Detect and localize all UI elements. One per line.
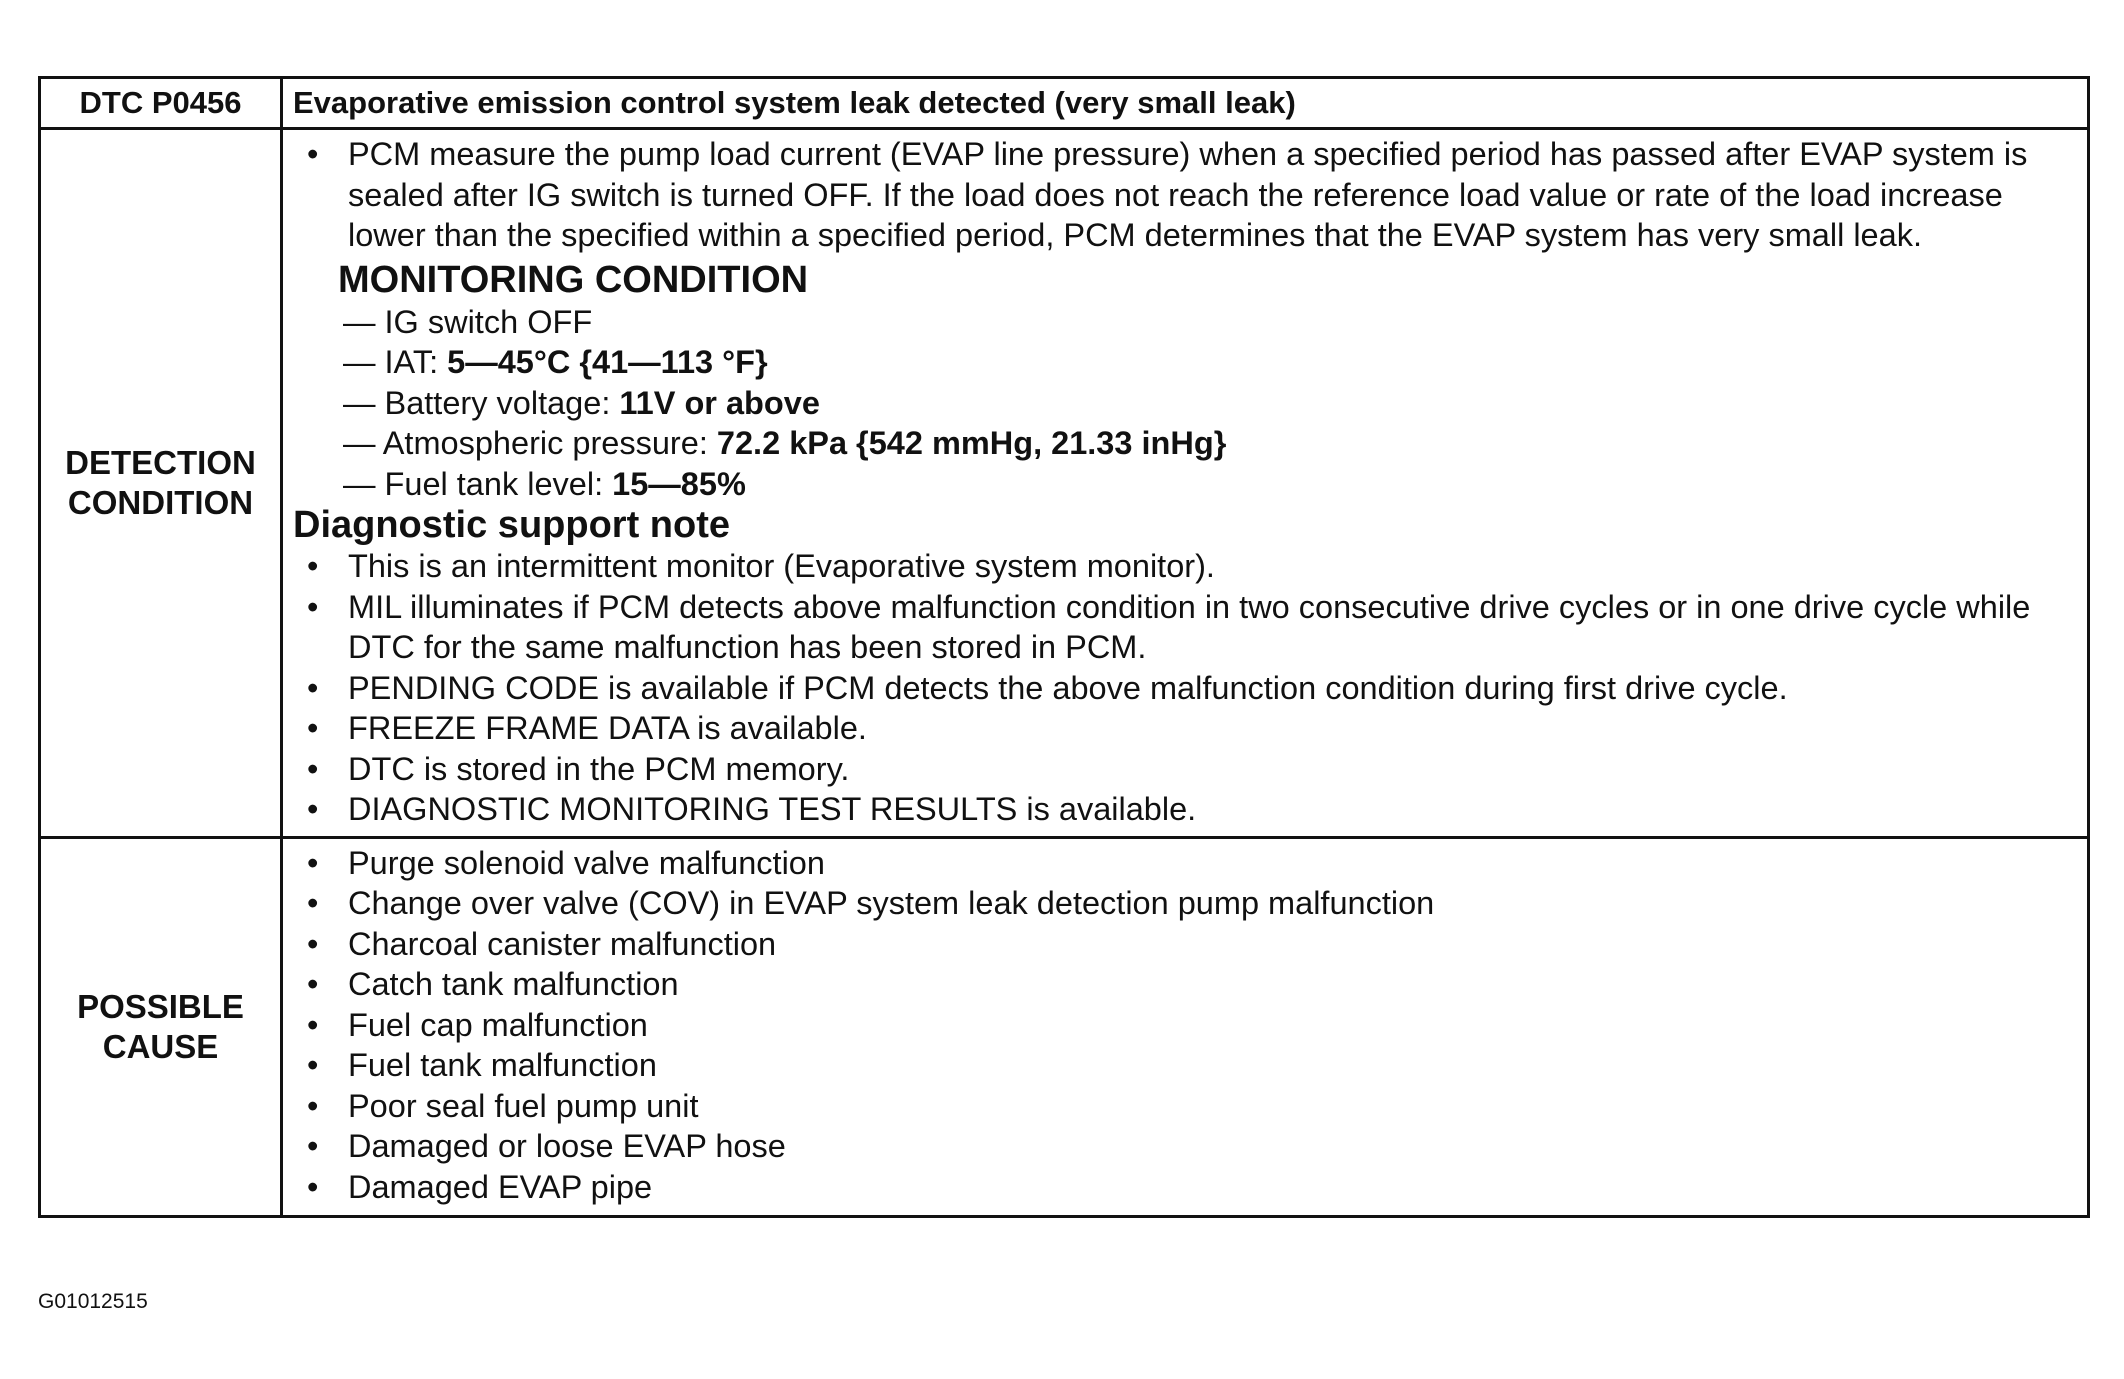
condition-item (343, 342, 2073, 383)
condition-label: — Battery voltage: (343, 384, 620, 421)
cause-item: • Damaged EVAP pipe (293, 1167, 2073, 1208)
condition-value: 15—85% (612, 465, 746, 502)
condition-value: 72.2 kPa {542 mmHg, 21.33 inHg} (716, 425, 1227, 461)
dtc-title: Evaporative emission control system leak detected (very small leak) (282, 78, 2089, 129)
condition-item (343, 464, 2073, 505)
condition-value: 5—45°C {41—113 °F} (447, 344, 768, 380)
diagnostic-note-heading: Diagnostic support note (293, 504, 730, 546)
cause-item: • Change over valve (COV) in EVAP system leak detection pump malfunction (293, 883, 2073, 924)
note-item: • This is an intermittent monitor (Evaporative system monitor). (293, 546, 2073, 587)
condition-item (343, 423, 2073, 464)
cause-item: • Fuel cap malfunction (293, 1005, 2073, 1046)
detection-content (282, 129, 2089, 838)
cause-item: • Charcoal canister malfunction (293, 924, 2073, 965)
detection-row (40, 129, 2089, 838)
note-item: • PENDING CODE is available if PCM detects the above malfunction condition during first drive cycle. (293, 668, 2073, 709)
note-item: • DTC is stored in the PCM memory. (293, 749, 2073, 790)
condition-item (343, 302, 2073, 343)
condition-value: 11V or above (619, 384, 820, 421)
condition-label: — IAT: (343, 344, 448, 380)
cause-item: • Catch tank malfunction (293, 964, 2073, 1005)
monitoring-heading: MONITORING CONDITION (338, 258, 809, 301)
cause-item: • Damaged or loose EVAP hose (293, 1126, 2073, 1167)
detection-label-line1: DETECTION (65, 443, 256, 481)
cause-item: • Poor seal fuel pump unit (293, 1086, 2073, 1127)
note-item: • DIAGNOSTIC MONITORING TEST RESULTS is available. (293, 789, 2073, 830)
dtc-table (38, 76, 2090, 1218)
possible-cause-label (40, 837, 282, 1217)
possible-cause-content (282, 837, 2089, 1217)
figure-id: G01012515 (38, 1290, 148, 1313)
detection-label (40, 129, 282, 838)
possible-cause-row (40, 837, 2089, 1217)
condition-label: — Fuel tank level: (343, 465, 613, 502)
table-header-row (40, 78, 2089, 129)
condition-label: — Atmospheric pressure: (343, 425, 717, 461)
detection-description: • PCM measure the pump load current (EVAP line pressure) when a specified period has passed after EVAP system is sealed after IG switch is turned OFF. If the load does not reach the reference load value or rate of the load increase lower than the specified within a specified period, PCM determines that the EVAP system has very small leak. (293, 134, 2073, 256)
possible-cause-label-line1: POSSIBLE (77, 987, 244, 1025)
cause-item: • Fuel tank malfunction (293, 1045, 2073, 1086)
dtc-code: DTC P0456 (40, 78, 282, 129)
note-item: • MIL illuminates if PCM detects above malfunction condition in two consecutive drive cycles or in one drive cycle while DTC for the same malfunction has been stored in PCM. (293, 587, 2073, 668)
cause-item: • Purge solenoid valve malfunction (293, 843, 2073, 884)
condition-item (343, 383, 2073, 424)
condition-label: — IG switch OFF (343, 303, 593, 340)
possible-cause-label-line2: CAUSE (102, 1027, 219, 1065)
detection-label-line2: CONDITION (67, 483, 254, 521)
note-item: • FREEZE FRAME DATA is available. (293, 708, 2073, 749)
